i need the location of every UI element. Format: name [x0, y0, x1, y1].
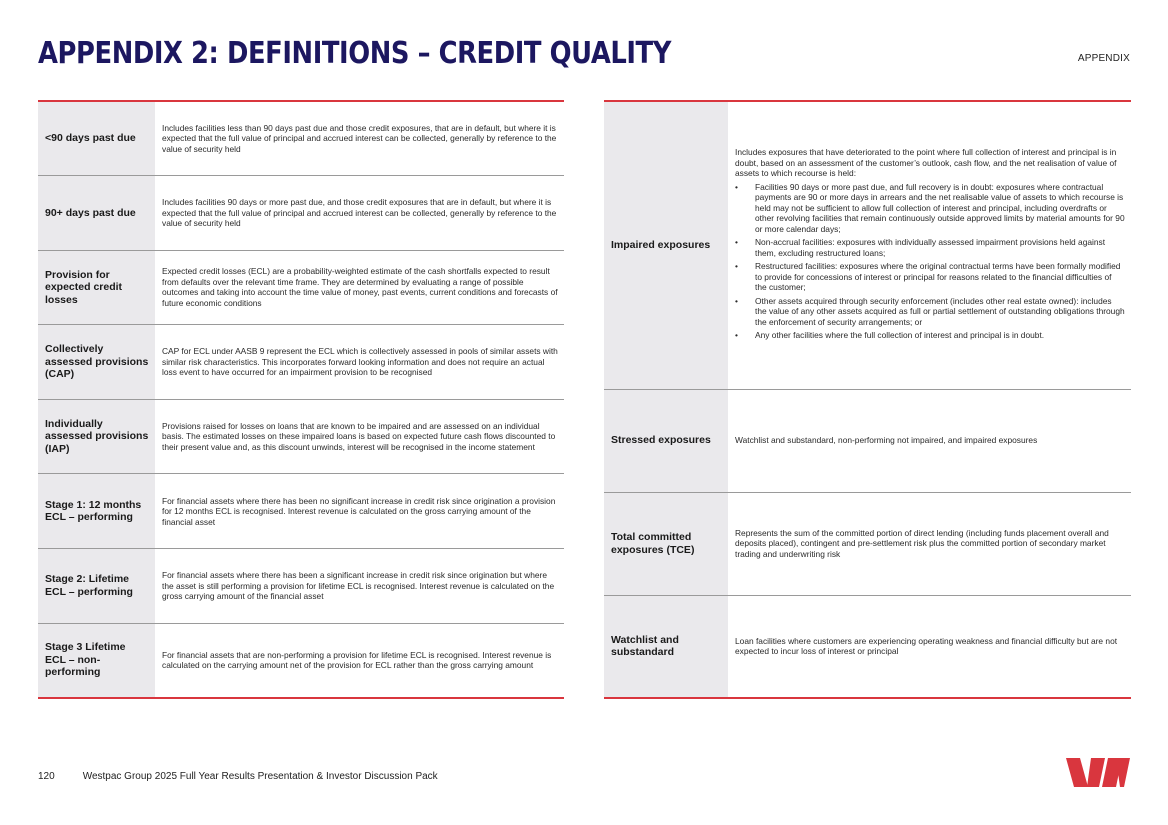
- definition-text: Includes facilities less than 90 days past due and those credit exposures, that are in default, but where it is expected that the full value of principal and accrued interest can be collected, generally by reference to the value of security held: [162, 122, 557, 154]
- term-impaired-exposures: Impaired exposures: [604, 101, 728, 389]
- definition-row-stressed: [604, 389, 1131, 492]
- impaired-bullet-list: [735, 182, 1125, 341]
- definition-row: [38, 176, 564, 251]
- definition-term: Provision for expected credit losses: [38, 250, 155, 325]
- definition-impaired-exposures: [728, 101, 1131, 389]
- definition-text: Includes facilities 90 days or more past due, and those credit exposures that are in default, but where it is expected that the full value of principal and accrued interest can be collected, generally by reference to the value of security held: [155, 176, 564, 251]
- definition-text: Expected credit losses (ECL) are a probability-weighted estimate of the cash shortfalls expected to result from defaults over the relevant time frame. They are determined by evaluating a range of possible outcomes and taking into account the time value of money, past events, current conditions and forecasts of future economic conditions: [155, 250, 564, 325]
- definition-term: Individually assessed provisions (IAP): [38, 399, 155, 474]
- page-title: APPENDIX 2: DEFINITIONS – CREDIT QUALITY: [38, 36, 671, 71]
- definition-term: Stage 1: 12 months ECL – performing: [38, 474, 155, 549]
- definition-row-tce: [604, 492, 1131, 595]
- definition-row: [38, 623, 564, 698]
- impaired-bullet-item: • Facilities 90 days or more past due, and full recovery is in doubt: exposures where contractual payments are 90 or more days in arrears and the net realisable value of assets to which recourse is held may not be sufficient to allow full collection of interest and principal, including overdrafts or other revolving facilities that remain continuously outside approved limits by material amounts for 90 or more calendar days;: [735, 182, 1125, 235]
- definition-row: [38, 549, 564, 624]
- definition-term: 90+ days past due: [38, 176, 155, 251]
- definition-row: [38, 250, 564, 325]
- definition-stressed-exposures: Watchlist and substandard, non-performing not impaired, and impaired exposures: [728, 389, 1131, 492]
- definition-term: Collectively assessed provisions (CAP): [38, 325, 155, 400]
- term-stressed-exposures: Stressed exposures: [604, 389, 728, 492]
- definition-row-watchlist: [604, 595, 1131, 698]
- term-total-committed-exposures: Total committed exposures (TCE): [604, 492, 728, 595]
- section-tag: APPENDIX: [1077, 53, 1130, 64]
- impaired-intro: Includes exposures that have deteriorated to the point where full collection of interest and principal is in doubt, based on an assessment of the customer’s outlook, cash flow, and the net realisation of value of assets to which recourse is held:: [735, 147, 1117, 178]
- westpac-w-logo-icon: [1066, 758, 1130, 787]
- definition-term: <90 days past due: [38, 101, 155, 176]
- definition-text: For financial assets where there has been a significant increase in credit risk since origination but where the asset is still performing a provision for lifetime ECL is recognised. Interest revenue is calculated on the gross carrying amount of the financial asset: [155, 549, 564, 624]
- definitions-table-left: [38, 100, 564, 699]
- definition-text: For financial assets that are non-performing a provision for lifetime ECL is recognised. Interest revenue is calculated on the carrying amount net of the provision for ECL rather than the gross carrying amount: [155, 623, 564, 698]
- definition-text: CAP for ECL under AASB 9 represent the ECL which is collectively assessed in pools of similar assets with similar risk characteristics. This incorporates forward looking information and does not require an actual loss event to have occurred for an impairment provision to be recognised: [155, 325, 564, 400]
- impaired-bullet-item: • Any other facilities where the full collection of interest and principal is in doubt.: [735, 330, 1125, 341]
- definition-row: [38, 325, 564, 400]
- definition-text: For financial assets where there has been no significant increase in credit risk since origination a provision for 12 months ECL is recognised. Interest revenue is calculated on the gross carrying amount of the financial asset: [155, 474, 564, 549]
- definitions-table-right: [604, 100, 1131, 699]
- impaired-bullet-item: • Restructured facilities: exposures where the original contractual terms have been formally modified to provide for concessions of interest or principal for reasons related to the financial difficulties of the customer;: [735, 261, 1125, 293]
- definition-watchlist-substandard: Loan facilities where customers are experiencing operating weakness and financial difficulty but are not expected to incur loss of interest or principal: [728, 595, 1131, 698]
- page-number: 120: [38, 771, 55, 782]
- term-watchlist-substandard: Watchlist and substandard: [604, 595, 728, 698]
- definition-row: [38, 101, 564, 176]
- impaired-bullet-item: • Non-accrual facilities: exposures with individually assessed impairment provisions held against them, excluding restructured loans;: [735, 237, 1125, 258]
- definition-term: Stage 2: Lifetime ECL – performing: [38, 549, 155, 624]
- impaired-bullet-item: • Other assets acquired through security enforcement (includes other real estate owned): includes the value of any other assets acquired as full or partial settlement of outstanding obligations through the enforcement of security arrangements; or: [735, 296, 1125, 328]
- definition-term: Stage 3 Lifetime ECL – non-performing: [38, 623, 155, 698]
- footer-document-title: Westpac Group 2025 Full Year Results Presentation & Investor Discussion Pack: [82, 771, 438, 782]
- footer: [38, 771, 438, 782]
- definition-row: [38, 474, 564, 549]
- definition-total-committed-exposures: Represents the sum of the committed portion of direct lending (including funds placement overall and deposits placed), contingent and pre-settlement risk plus the committed portion of secondary market trading and underwriting risk: [728, 492, 1131, 595]
- definition-row: [38, 399, 564, 474]
- definition-row-impaired: [604, 101, 1131, 389]
- definition-text: Provisions raised for losses on loans that are known to be impaired and are assessed on an individual basis. The estimated losses on these impaired loans is based on expected future cash flows discounted to their present value and, as this discount unwinds, interest will be recognised in the income statement: [155, 399, 564, 474]
